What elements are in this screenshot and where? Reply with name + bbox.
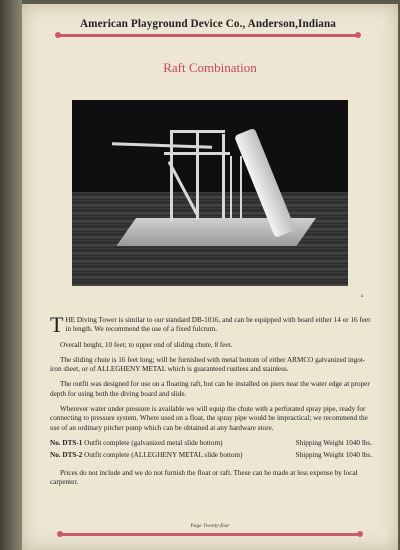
paragraph: Overall height, 10 feet; to upper end of sliding chute, 8 feet. (60, 340, 233, 349)
paragraph: Prices do not include and we do not furnish the float or raft. These can be made at less expense by local carpenter. (50, 468, 358, 486)
paragraph: THE Diving Tower is similar to our standard DB-1016, and can be equipped with board either 14 or 16 feet in length. We recommend the use of a fixed fulcrum. (50, 312, 371, 337)
outfit-row (50, 451, 372, 460)
footer-rule (60, 533, 360, 536)
page-title: Raft Combination (163, 60, 257, 75)
paragraph: The outfit was designed for use on a floating raft, but can be installed on piers near the water edge at proper depth for using both the diving board and slide. (50, 380, 370, 398)
book-spine (0, 0, 22, 550)
outfit-number: No. DTS-2 (50, 451, 83, 460)
tower-post (222, 134, 225, 218)
photo-mark: a (361, 294, 364, 299)
ladder-rail (230, 156, 232, 218)
paragraph: Wherever water under pressure is available we will equip the chute with a perforated spray pipe, ready for connecting to pressure system. Where used on a float, the spray pipe would be impractical; we recommend the use of an ordinary pitcher pump which can be obtained at any hardware store. (50, 405, 368, 432)
tower-rail (170, 130, 225, 133)
company-header: American Playground Device Co., Anderson,Indiana (79, 18, 336, 30)
dropcap: T (50, 312, 64, 337)
outfit-row (50, 439, 372, 448)
outfit-weight: Shipping Weight 1040 lbs. (295, 438, 372, 447)
header-rule (58, 34, 358, 37)
body-text (50, 312, 372, 493)
tower-platform (164, 152, 230, 155)
outfit-description: Outfit complete (galvanized metal slide bottom) (84, 438, 223, 447)
paragraph: The sliding chute is 16 feet long; will be furnished with metal bottom of either ARMCO galvanized ingot-iron sheet, or of ALLEGHENY METAL which is guaranteed rustless and stainless. (50, 355, 366, 374)
page-number: Page Twenty-four (190, 523, 230, 529)
outfit-number: No. DTS-1 (50, 438, 83, 447)
ladder-rail (240, 156, 242, 218)
outfit-description: Outfit complete (ALLEGHENY METAL slide bottom) (84, 451, 243, 460)
outfit-weight: Shipping Weight 1040 lbs. (295, 451, 372, 460)
diving-tower-raft-photo (72, 100, 348, 286)
